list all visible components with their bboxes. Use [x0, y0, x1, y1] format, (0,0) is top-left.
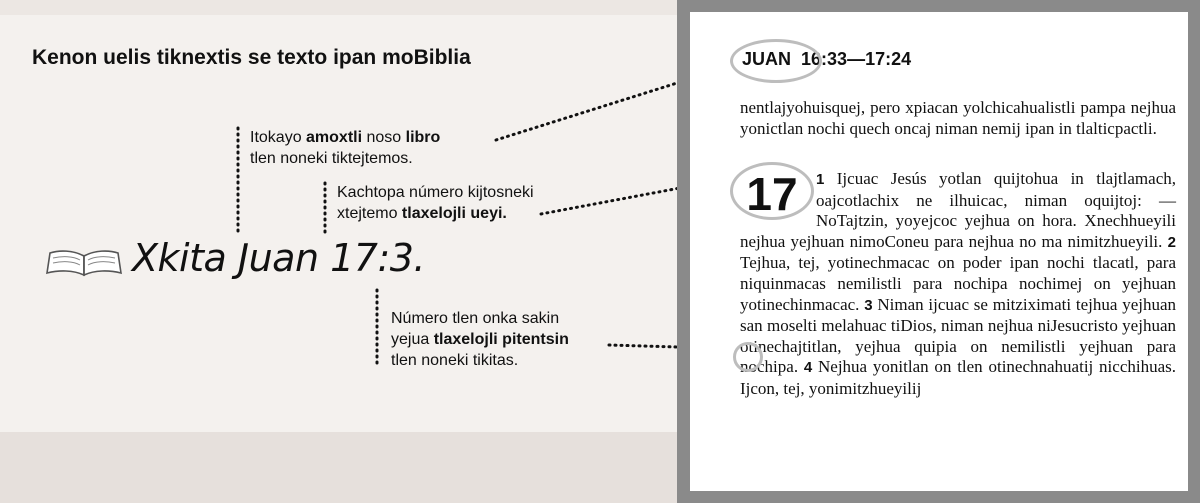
- verse-number-3: 3: [864, 296, 873, 314]
- page-title: Kenon uelis tiknextis se texto ipan moBiblia: [32, 46, 471, 69]
- verse-text-4: Nejhua yonitlan on tlen otinechnahuatij nicchihuas. Ijcon, tej, yonimitzhueyilij: [740, 357, 1177, 398]
- bible-page: [690, 12, 1188, 491]
- chapter-number: 17: [746, 168, 798, 220]
- verse-number-2: 2: [1167, 233, 1176, 251]
- note-book-name: Itokayo amoxtli noso libro tlen noneki tiktejtemos.: [250, 129, 441, 167]
- verse-highlight-ring: [733, 342, 763, 372]
- verse-number-1: 1: [816, 171, 825, 188]
- book-highlight-ring: [730, 39, 822, 83]
- verse-number-4: 4: [803, 359, 813, 377]
- note-verse: Número tlen onka sakin yejua tlaxelojli pitentsin tlen noneki tikitas.: [391, 310, 569, 369]
- verse-text-3: Niman ijcuac se mitziximati tejhua yejhuan san moselti melahuac tiDios, niman nejhua niJesucristo yejhuan otinechajtitlan, yejhua quipia on nemilistli yejhuan para nochipa.: [740, 294, 1177, 377]
- header-range: 16:33—17:24: [801, 49, 912, 69]
- chapter-highlight-ring: [730, 162, 814, 220]
- scripture-reference: Xkita Juan 17:3.: [132, 236, 426, 280]
- header-book: JUAN: [742, 49, 792, 69]
- verse-text-1: Ijcuac Jesús yotlan quijtohua in tlajtlamach, oajcotlachix ne ilhuicac, niman oquijtoj: —NoTajtzin, yoyejcoc yejhua on hora. Xnechhueyili nejhua yejhuan nimoConeu para nejhua no ma nimitzhueyili.: [740, 169, 1176, 251]
- verse-text-2: Tejhua, tej, yotinechmacac on poder ipan nochi tlacatl, para niquinmacas nemilistli para nochipa nochimej on yejhuan yotinechinmacac.: [740, 253, 1176, 314]
- note-chapter: Kachtopa número kijtosneki xtejtemo tlaxelojli ueyi.: [337, 184, 534, 222]
- paragraph-prev-chapter: nentlajyohuisquej, pero xpiacan yolchicahualistli pampa nejhua yonictlan nochi quech oncaj niman nemij ipan in tlalticpactli.: [740, 98, 1176, 138]
